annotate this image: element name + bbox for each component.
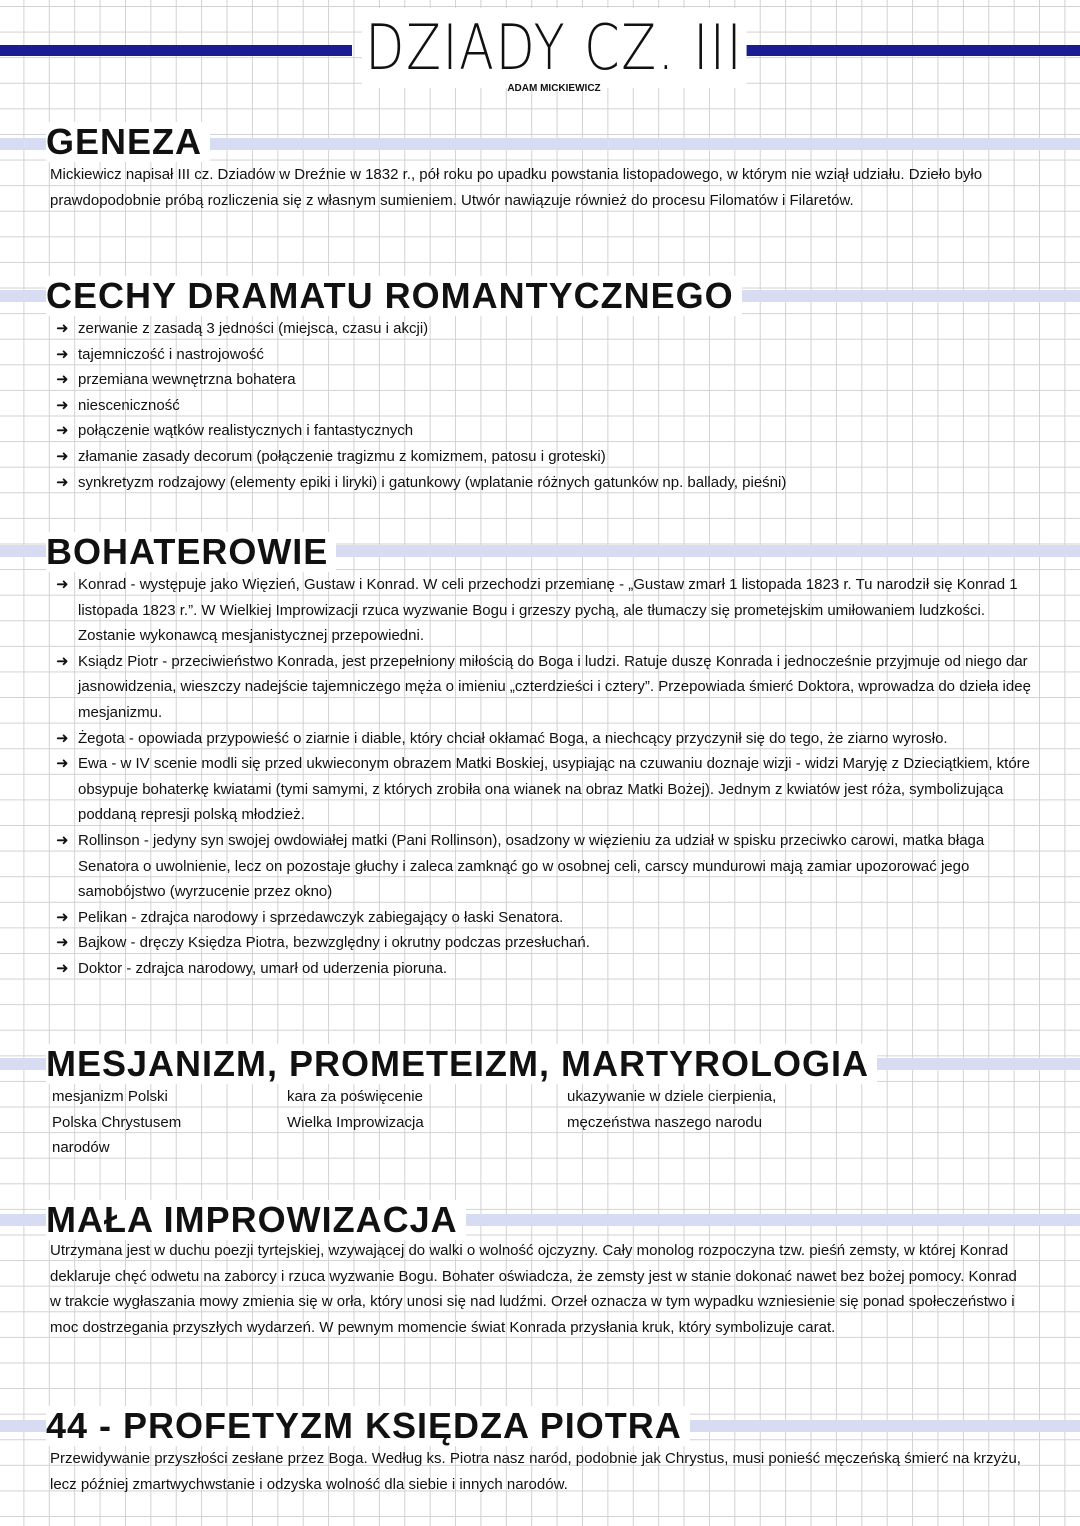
mala-text: Utrzymana jest w duchu poezji tyrtejskiej, wzywającej do walki o wolność ojczyzny. Cały monolog rozpoczyna tzw. pieśń zemsty, w której Konrad deklaruje chęć odwetu na zaborcy i rzuca wyzwanie Bogu. Bohater oświadcza, że zemsty jest w stanie dokonać nawet bez bożej pomocy. Konrad w trakcie wygłaszania mowy zmienia się w orła, który unosi się nad ludźmi. Orzeł oznacza w tym wypadku wzniesienie się ponad społeczeństwo i moc dostrzegania przyszłych wydarzeń. W pewnym momencie świat Konrada przysłania kruk, który symbolizuje carat. — [50, 1242, 1017, 1336]
item-text: Konrad - występuje jako Więzień, Gustaw i Konrad. W celi przechodzi przemianę - „Gustaw zmarł 1 listopada 1823 r. Tu narodził się Konrad 1 listopada 1823 r.”. W Wielkiej Improwizacji rzuca wyzwanie Bogu i grzeszy pychą, ale tłumaczy się prometejskim umiłowaniem ludzkości. Zostanie wykonawcą mesjanistycznej przepowiedni. — [78, 576, 1018, 645]
heading-profetyzm: 44 - PROFETYZM KSIĘDZA PIOTRA — [46, 1406, 690, 1446]
item-text: tajemniczość i nastrojowość — [78, 345, 264, 363]
column-prometeizm — [287, 1084, 467, 1135]
geneza-text: Mickiewicz napisał III cz. Dziadów w Dreźnie w 1832 r., pół roku po upadku powstania listopadowego, w którym nie wziął udziału. Dzieło było prawdopodobnie próbą rozliczenia się z własnym sumieniem. Utwór nawiązuje również do procesu Filomatów i Filaretów. — [50, 166, 983, 209]
title-bar-right — [730, 45, 1080, 56]
list-item — [56, 956, 1040, 982]
arrow-icon: ➜ — [56, 652, 69, 670]
arrow-icon: ➜ — [56, 371, 69, 389]
list-item — [56, 930, 1040, 956]
item-text: zerwanie z zasadą 3 jedności (miejsca, czasu i akcji) — [78, 320, 429, 337]
arrow-icon: ➜ — [56, 959, 69, 977]
list-item — [56, 342, 1040, 368]
column-text: mesjanizm Polski Polska Chrystusem narodów — [52, 1088, 182, 1157]
heading-geneza: GENEZA — [46, 122, 210, 162]
arrow-icon: ➜ — [56, 320, 69, 337]
column-text: ukazywanie w dziele cierpienia, męczeństwa naszego narodu — [567, 1088, 777, 1131]
arrow-icon: ➜ — [56, 831, 69, 849]
list-item — [56, 726, 1040, 752]
bohaterowie-list — [56, 572, 1040, 982]
column-mesjanizm — [52, 1084, 212, 1161]
arrow-icon: ➜ — [56, 396, 69, 414]
cechy-list — [56, 316, 1040, 495]
item-text: Doktor - zdrajca narodowy, umarł od uderzenia pioruna. — [78, 959, 448, 977]
list-item — [56, 444, 1040, 470]
list-item — [56, 367, 1040, 393]
item-text: Ksiądz Piotr - przeciwieństwo Konrada, jest przepełniony miłością do Boga i ludzi. Ratuje duszę Konrada i jednocześnie przyjmuje od niego dar jasnowidzenia, wieszczy nadejście tajemniczego męża o imieniu „czterdzieści i cztery”. Przepowiada śmierć Doktora, wprowadza do dzieła ideę mesjanizmu. — [78, 652, 1031, 721]
arrow-icon: ➜ — [56, 934, 69, 952]
arrow-icon: ➜ — [56, 473, 69, 491]
title-bar-left — [0, 45, 352, 56]
arrow-icon: ➜ — [56, 345, 69, 363]
list-item — [56, 905, 1040, 931]
arrow-icon: ➜ — [56, 908, 69, 926]
list-item — [56, 393, 1040, 419]
arrow-icon: ➜ — [56, 729, 69, 747]
heading-cechy: CECHY DRAMATU ROMANTYCZNEGO — [46, 276, 742, 316]
heading-mala-improwizacja: MAŁA IMPROWIZACJA — [46, 1200, 466, 1240]
item-text: złamanie zasady decorum (połączenie tragizmu z komizmem, patosu i groteski) — [78, 447, 606, 465]
list-item — [56, 316, 1040, 342]
list-item — [56, 418, 1040, 444]
list-item — [56, 470, 1040, 496]
arrow-icon: ➜ — [56, 447, 69, 465]
page-title: DZIADY CZ. III — [362, 8, 746, 88]
item-text: Pelikan - zdrajca narodowy i sprzedawczyk zabiegający o łaski Senatora. — [78, 908, 564, 926]
item-text: Ewa - w IV scenie modli się przed ukwieconym obrazem Matki Boskiej, usypiając na czuwaniu doznaje wizji - widzi Maryję z Dzieciątkiem, które obsypuje bohaterkę kwiatami (tymi samymi, z których zrobiła ona wianek na obraz Matki Bożej). Jednym z kwiatów jest róża, symbolizująca poddaną represji polską młodzież. — [78, 755, 1031, 824]
arrow-icon: ➜ — [56, 576, 69, 593]
heading-bohaterowie: BOHATEROWIE — [46, 532, 336, 572]
item-text: przemiana wewnętrzna bohatera — [78, 371, 296, 389]
item-text: Żegota - opowiada przypowieść o ziarnie i diable, który chciał okłamać Boga, a niechcący przyczynił się do tego, że ziarno wyrosło. — [78, 729, 948, 747]
item-text: połączenie wątków realistycznych i fantastycznych — [78, 422, 414, 440]
item-text: niesceniczność — [78, 396, 180, 414]
list-item — [56, 649, 1040, 726]
arrow-icon: ➜ — [56, 755, 69, 773]
column-martyrologia — [567, 1084, 837, 1135]
item-text: Bajkow - dręczy Księdza Piotra, bezwzględny i okrutny podczas przesłuchań. — [78, 934, 590, 952]
author: ADAM MICKIEWICZ — [507, 83, 601, 94]
list-item — [56, 572, 1040, 649]
list-item — [56, 828, 1040, 905]
profetyzm-text: Przewidywanie przyszłości zesłane przez Boga. Według ks. Piotra nasz naród, podobnie jak Chrystus, musi ponieść męczeńską śmierć na krzyżu, lecz później zmartwychwstanie i odzyska wolność dla siebie i innych narodów. — [50, 1450, 1021, 1493]
column-text: kara za poświęcenie Wielka Improwizacja — [287, 1088, 424, 1131]
heading-mesjanizm: MESJANIZM, PROMETEIZM, MARTYROLOGIA — [46, 1044, 877, 1084]
list-item — [56, 751, 1040, 828]
item-text: synkretyzm rodzajowy (elementy epiki i liryki) i gatunkowy (wplatanie różnych gatunków np. ballady, pieśni) — [78, 473, 787, 491]
item-text: Rollinson - jedyny syn swojej owdowiałej matki (Pani Rollinson), osadzony w więzieniu za udział w spisku przeciwko carowi, matka błaga Senatora o uwolnienie, lecz on pozostaje głuchy i zaleca zamknąć go w osobnej celi, carscy mundurowi mają zamiar upozorować jego samobójstwo (wyrzucenie przez okno) — [78, 831, 985, 901]
arrow-icon: ➜ — [56, 422, 69, 440]
